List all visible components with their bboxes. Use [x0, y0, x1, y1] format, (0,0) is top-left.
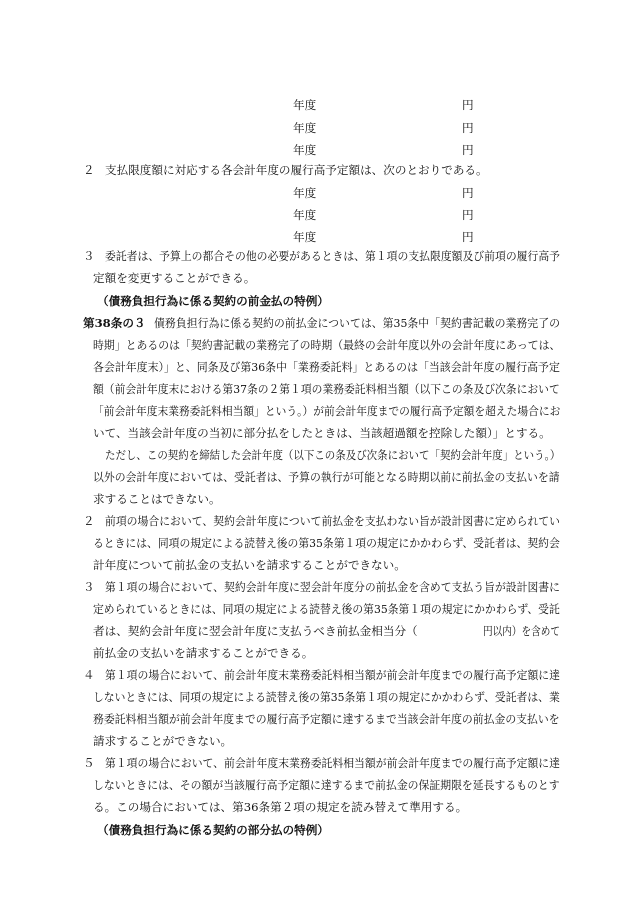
- clause-number: ２: [83, 163, 95, 177]
- amount-tail: 円以内）を含めて: [483, 624, 560, 638]
- section-heading: （債務負担行為に係る契約の部分払の特例）: [97, 823, 329, 837]
- nendo-label: 年度: [293, 186, 317, 200]
- paragraph-number: ４: [83, 668, 95, 682]
- paragraph-number: ２: [83, 514, 95, 528]
- clause-number: ３: [83, 249, 95, 263]
- paragraph-text: 第１項の場合において、契約会計年度に翌会計年度分の前払金を含めて支払う旨が設計図書に: [105, 580, 560, 594]
- paragraph-text-line: 請求することができない。: [93, 734, 233, 748]
- clause-3-line: 定額を変更することができる。: [93, 271, 256, 285]
- paragraph-text-line: 前払金の支払いを請求することができる。: [93, 646, 314, 660]
- paragraph-text-line: しないときには、同項の規定による読替え後の第35条第１項の規定にかかわらず、受託者は、業: [93, 690, 560, 704]
- yen-label: 円: [462, 121, 474, 135]
- yen-label: 円: [462, 230, 474, 244]
- nendo-label: 年度: [293, 230, 317, 244]
- paragraph-text-line: る。この場合においては、第36条第２項の規定を読み替えて準用する。: [93, 800, 468, 814]
- article-label: 第38条の３: [83, 316, 146, 330]
- paragraph-text: 者は、契約会計年度に翌会計年度に支払うべき前払金相当分（: [93, 624, 418, 638]
- proviso-line: 求することはできない。: [93, 492, 221, 506]
- section-heading: （債務負担行為に係る契約の前金払の特例）: [97, 294, 329, 308]
- nendo-label: 年度: [293, 208, 317, 222]
- paragraph-text-line: しないときには、その額が当該履行高予定額に達するまで前払金の保証期限を延長するものとす: [93, 778, 560, 792]
- paragraph-text: 前項の場合において、契約会計年度について前払金を支払わない旨が設計図書に定められてい: [105, 514, 561, 528]
- paragraph-text-line: るときには、同項の規定による読替え後の第35条第１項の規定にかかわらず、受託者は、契約会: [93, 536, 560, 550]
- yen-label: 円: [462, 208, 474, 222]
- yen-label: 円: [462, 98, 474, 112]
- article-text-line: 額（前会計年度末における第37条の２第１項の業務委託料相当額（以下この条及び次条において: [93, 382, 560, 396]
- yen-label: 円: [462, 186, 474, 200]
- yen-label: 円: [462, 143, 474, 157]
- nendo-label: 年度: [293, 143, 317, 157]
- paragraph-text-line: 務委託料相当額が前会計年度までの履行高予定額に達するまで当該会計年度の前払金の支払いを: [93, 712, 560, 726]
- paragraph-text-line: 計年度について前払金の支払いを請求することができない。: [93, 558, 406, 572]
- paragraph-text-line: [93, 621, 613, 641]
- article-text-line: 時期」とあるのは「契約書記載の業務完了の時期（最終の会計年度以外の会計年度にあっては、: [93, 338, 561, 352]
- proviso-line: ただし、この契約を締結した会計年度（以下この条及び次条において「契約会計年度」という。）: [105, 448, 561, 462]
- nendo-label: 年度: [293, 121, 317, 135]
- clause-text: 委託者は、予算上の都合その他の必要があるときは、第１項の支払限度額及び前項の履行高予: [105, 249, 561, 263]
- nendo-label: 年度: [293, 98, 317, 112]
- paragraph-number: ３: [83, 580, 95, 594]
- clause-text: 支払限度額に対応する各会計年度の履行高予定額は、次のとおりである。: [105, 163, 488, 177]
- article-text-line: いて、当該会計年度の当初に部分払をしたときは、当該超過額を控除した額）」とする。: [93, 426, 551, 440]
- article-text: 債務負担行為に係る契約の前払金については、第35条中「契約書記載の業務完了の: [154, 316, 560, 330]
- proviso-line: 以外の会計年度においては、受託者は、予算の執行が可能となる時期以前に前払金の支払いを請: [93, 470, 560, 484]
- article-text-line: 各会計年度末）」と、同条及び第36条中「業務委託料」とあるのは「当該会計年度の履行高予定: [93, 360, 560, 374]
- paragraph-text: 第１項の場合において、前会計年度末業務委託料相当額が前会計年度までの履行高予定額に達: [105, 756, 560, 770]
- paragraph-text-line: 定められているときには、同項の規定による読替え後の第35条第１項の規定にかかわらず、受託: [93, 602, 560, 616]
- article-text-line: 「前会計年度末業務委託料相当額」という。）が前会計年度までの履行高予定額を超えた場合にお: [93, 404, 561, 418]
- paragraph-text: 第１項の場合において、前会計年度末業務委託料相当額が前会計年度までの履行高予定額に達: [105, 668, 560, 682]
- paragraph-number: ５: [83, 756, 95, 770]
